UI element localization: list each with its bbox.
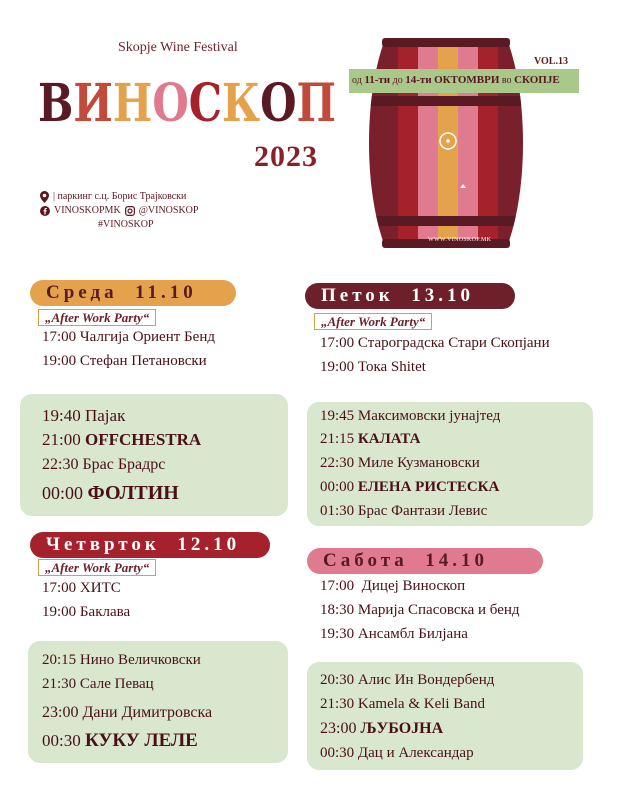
instagram-handle: @VINOSKOP (138, 205, 199, 216)
after-work-party-label: „After Work Party“ (38, 309, 156, 326)
festival-year: 2023 (254, 140, 318, 173)
list-item: 21:30 Сале Певац (42, 676, 154, 692)
svg-text:ВИНОСКОП: ВИНОСКОП (38, 73, 346, 134)
date-banner-text: од 11-ти до 14-ти ОКТОМВРИ во СКОПЈЕ (352, 74, 560, 86)
after-work-party-label: „After Work Party“ (38, 559, 156, 576)
list-item: 17:00 ХИТС (42, 580, 121, 596)
list-item: 21:30 Kamela & Keli Band (320, 696, 485, 712)
location-row (40, 190, 198, 204)
list-item: 19:45 Максимовски јунајтед (320, 408, 501, 424)
day-header-thursday: Четврток 12.10 (30, 532, 270, 558)
list-item: 19:00 Тока Shitet (320, 359, 426, 375)
list-item: 21:15 КАЛАТА (320, 431, 421, 447)
location-text: | паркинг с.ц. Борис Трајковски (53, 191, 187, 202)
day-header-friday: Петок 13.10 (305, 283, 515, 309)
list-item: 19:00 Баклава (42, 604, 131, 620)
list-item: 20:15 Нино Величковски (42, 652, 201, 668)
hashtag-row (40, 218, 198, 232)
list-item: 21:00 OFFCHESTRA (42, 430, 202, 449)
list-item: 20:30 Алис Ин Вондербенд (320, 672, 495, 688)
day-header-wednesday: Среда 11.10 (30, 280, 236, 306)
facebook-icon (40, 206, 50, 216)
list-item: 22:30 Миле Кузмановски (320, 455, 480, 471)
list-item: 00:00 ЕЛЕНА РИСТЕСКА (320, 479, 500, 495)
list-item: 19:00 Стефан Петановски (42, 353, 207, 369)
list-item: 23:00 ЉУБОЈНА (320, 720, 444, 737)
list-item: 01:30 Брас Фантази Левис (320, 503, 488, 519)
after-work-party-label: „After Work Party“ (314, 313, 432, 330)
hashtag: #VINOSKOP (98, 219, 154, 230)
volume-label: VOL.13 (534, 56, 568, 67)
list-item: 17:00 Староградска Стари Скопјани (320, 335, 550, 351)
festival-subtitle: Skopje Wine Festival (118, 40, 238, 55)
list-item: 00:00 ФОЛТИН (42, 482, 179, 504)
instagram-icon (125, 206, 135, 216)
location-pin-icon (40, 191, 49, 203)
day-header-saturday: Сабота 14.10 (307, 548, 543, 574)
barrel-url: WWW.VINOSKOP.MK (428, 237, 492, 243)
list-item: 18:30 Марија Спасовска и бенд (320, 602, 520, 618)
vinoskop-logo (38, 72, 346, 134)
list-item: 17:00 Дицеј Виноскоп (320, 578, 466, 594)
list-item: 00:30 КУКУ ЛЕЛЕ (42, 730, 198, 751)
facebook-handle: VINOSKOPMK (54, 205, 121, 216)
list-item: 19:40 Пајак (42, 406, 126, 425)
list-item: 17:00 Чалгија Ориент Бенд (42, 329, 215, 345)
list-item: 22:30 Брас Брадрс (42, 456, 166, 473)
list-item: 00:30 Дац и Александар (320, 745, 474, 761)
list-item: 23:00 Дани Димитровска (42, 704, 213, 721)
list-item: 19:30 Ансамбл Билјана (320, 626, 468, 642)
contact-info (40, 190, 198, 232)
social-row (40, 204, 198, 218)
